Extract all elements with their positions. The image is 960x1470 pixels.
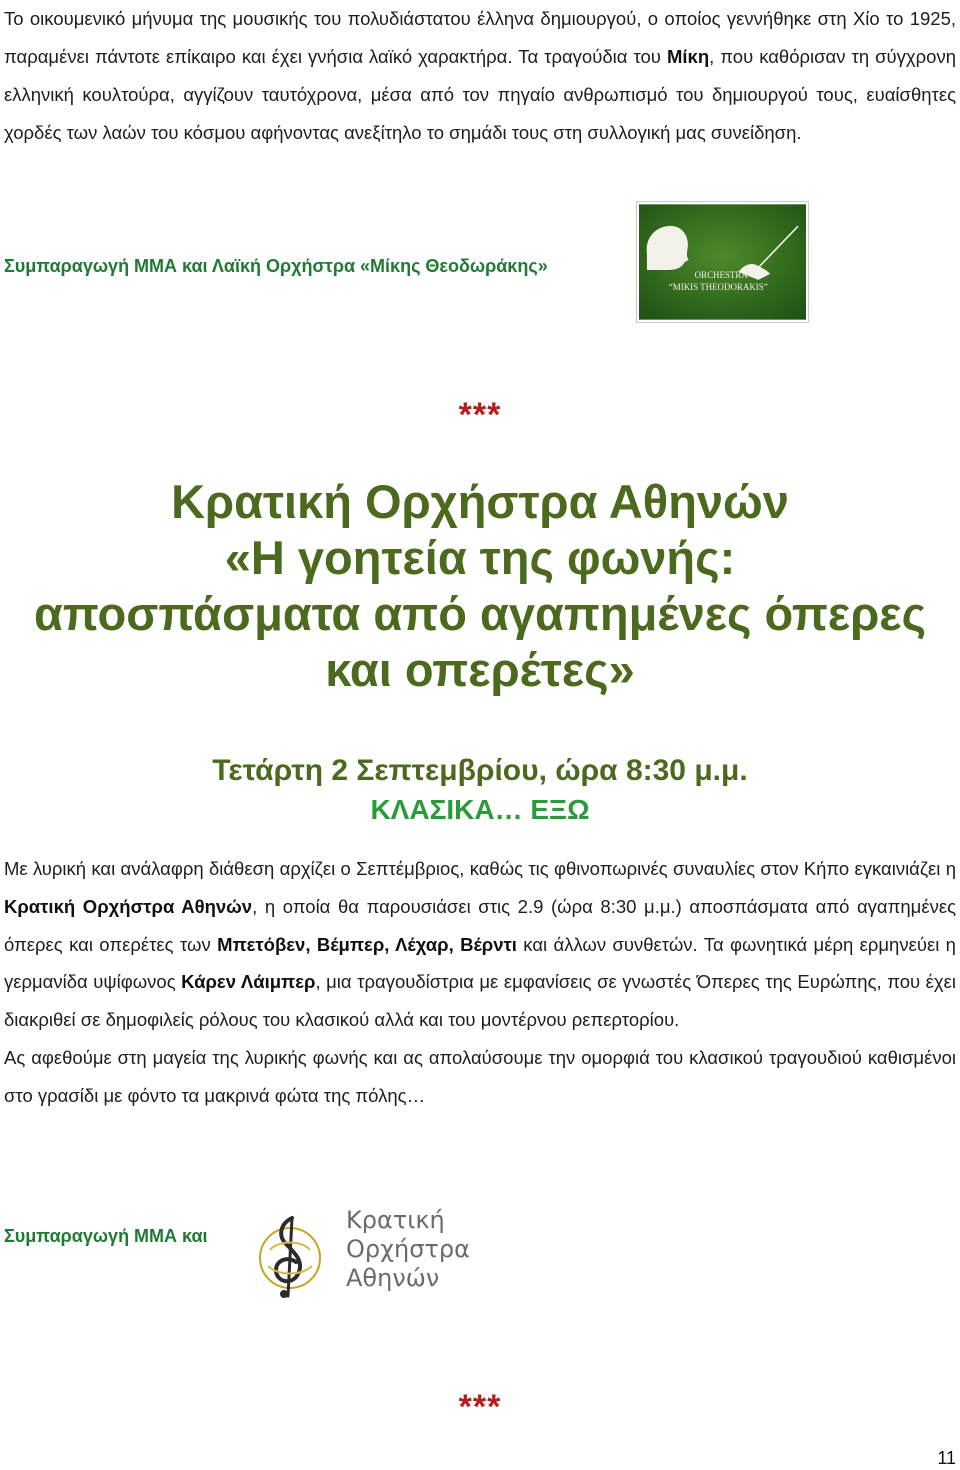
orchestra-logo-graphic [639, 204, 806, 320]
headline-line: αποσπάσματα από αγαπημένες όπερες [33, 587, 927, 640]
orchestra-name: Κρατική Ορχήστρα Αθηνών [4, 895, 253, 917]
intro-line: στη Χίο το 1925, παραμένει πάντοτε επίκαιρο και έχει γνήσια λαϊκό χαρακτήρα. Τα τραγούδια του [4, 8, 956, 67]
state-orchestra-athens-logo [252, 1206, 482, 1306]
wordmark-line: Αθηνών [346, 1264, 440, 1292]
text-run: και άλλων συνθετών. Τα φωνητικά μέρη ερμηνεύει η γερμανίδα υψίφωνος [4, 933, 956, 993]
logo-text-name: “MIKIS THEODORAKIS” [668, 281, 768, 292]
headline-line: Κρατική Ορχήστρα Αθηνών [171, 475, 789, 528]
text-run: Με λυρική και ανάλαφρη διάθεση αρχίζει ο Σεπτέμβριος, καθώς τις φθινοπωρινές συναυλίες στον Κήπο εγκαινιάζει η [4, 858, 956, 879]
description-paragraph-1 [4, 850, 956, 1039]
headline-line: και οπερέτες» [325, 643, 635, 696]
event-datetime: Τετάρτη 2 Σεπτεμβρίου, ώρα 8:30 μ.μ. [212, 754, 748, 787]
intro-line: Το οικουμενικό μήνυμα της μουσικής του πολυδιάστατου έλληνα δημιουργού, ο οποίος γεννήθηκε [4, 8, 812, 29]
text-run: , η οποία θα παρουσιάσει στις 2.9 (ώρα 8:30 μ.μ.) αποσπάσματα από αγαπημένες όπερες και οπερέτες των [4, 895, 956, 955]
coproduction-credit-1: Συμπαραγωγή ΜΜΑ και Λαϊκή Ορχήστρα «Μίκης Θεοδωράκης» [4, 256, 548, 276]
intro-line: ανεξίτηλο το σημάδι τους στη συλλογική μας συνείδηση. [344, 122, 802, 143]
separator-stars: *** [458, 396, 502, 434]
separator-stars-bottom: *** [458, 1388, 502, 1426]
composers-list: Μπετόβεν, Βέμπερ, Λέχαρ, Βέρντι [217, 933, 517, 955]
intro-line: , που καθόρισαν τη σύγχρονη ελληνική κουλτούρα, αγγίζουν ταυτόχρονα, μέσα από τον [4, 46, 956, 105]
section-title: ΚΛΑΣΙΚΑ… ΕΞΩ [370, 794, 590, 825]
intro-name-mikis: Μίκη [666, 46, 710, 67]
headline-line: «Η γοητεία της φωνής: [224, 531, 736, 584]
logo-text-orchestra: ORCHESTRA [694, 269, 748, 280]
intro-line: πηγαίο ανθρωπισμό του δημιουργού τους, ευαίσθητες χορδές των λαών του κόσμου αφήνοντας [4, 84, 956, 143]
soprano-name: Κάρεν Λάιμπερ [181, 971, 316, 993]
page-number: 11 [937, 1448, 956, 1468]
orchestra-mikis-theodorakis-logo [636, 201, 809, 323]
description-paragraph-2: Ας αφεθούμε στη μαγεία της λυρικής φωνής και ας απολαύσουμε την ομορφιά του κλασικού τραγουδιού καθισμένοι στο γρασίδι με φόντο τα μακρινά φώτα της πόλης… [4, 1046, 956, 1106]
coproduction-credit-2: Συμπαραγωγή ΜΜΑ και [4, 1226, 208, 1246]
text-run: , μια τραγουδίστρια με εμφανίσεις σε γνωστές Όπερες της Ευρώπης, που έχει διακριθεί σε δημοφιλείς ρόλους του κλασικού αλλά και του μοντέρνου ρεπερτορίου. [4, 971, 956, 1031]
state-orchestra-wordmark [346, 1206, 470, 1293]
wordmark-line: Ορχήστρα [346, 1235, 470, 1263]
treble-clef-emblem-icon [252, 1210, 330, 1302]
event-description [4, 850, 956, 1115]
wordmark-line: Κρατική [346, 1206, 445, 1234]
intro-paragraph [4, 0, 956, 152]
event-headline [0, 474, 960, 698]
